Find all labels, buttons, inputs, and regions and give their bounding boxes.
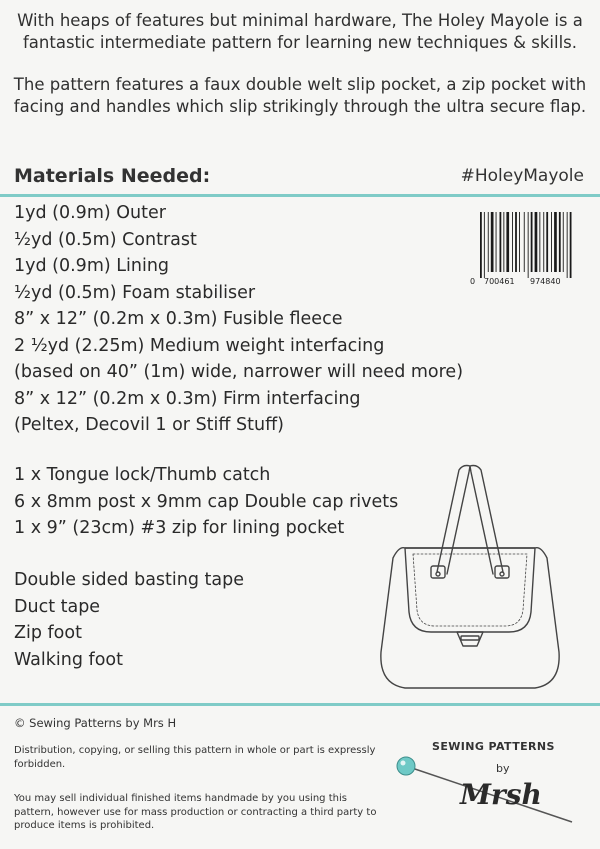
barcode-bar — [484, 212, 485, 278]
barcode-bars — [480, 212, 572, 278]
list-item: ½yd (0.5m) Foam stabiliser — [14, 282, 256, 303]
intro-paragraph-2: The pattern features a faux double welt slip pocket, a zip pocket with facing and handles which slip strikingly through the ultra secure flap. — [13, 75, 587, 116]
list-item: ½yd (0.5m) Contrast — [14, 229, 197, 250]
list-item: 1 x 9” (23cm) #3 zip for lining pocket — [14, 518, 345, 538]
barcode-bar — [546, 212, 548, 272]
list-item: (based on 40” (1m) wide, narrower will need more) — [14, 362, 464, 382]
barcode-bar — [528, 212, 529, 278]
materials-title: Materials Needed: — [14, 165, 211, 187]
barcode-bar — [503, 212, 504, 272]
handle-left — [437, 466, 470, 575]
barcode-bar — [567, 212, 568, 278]
list-item: 1yd (0.9m) Outer — [14, 203, 166, 223]
barcode-bar — [500, 212, 502, 272]
notice-commercial: You may sell individual finished items handmade by you using this pattern, however use for mass production or contracting a third party to produce items is prohibited. — [14, 793, 377, 831]
brand-logo — [392, 738, 587, 838]
divider-top — [0, 194, 600, 197]
tools-list — [14, 567, 244, 673]
list-item: (Peltex, Decovil 1 or Stiff Stuff) — [14, 415, 284, 435]
list-item: 6 x 8mm post x 9mm cap Double cap rivets — [14, 491, 399, 512]
barcode-bar — [535, 212, 538, 272]
logo-title: SEWING PATTERNS — [432, 740, 555, 753]
list-item: 2 ½yd (2.25m) Medium weight interfacing — [14, 335, 385, 356]
barcode-bar — [488, 212, 489, 272]
intro-paragraph-1: With heaps of features but minimal hardware, The Holey Mayole is a fantastic intermediate pattern for learning new techniques & skills. — [17, 11, 583, 52]
hardware-list — [14, 462, 398, 542]
list-item: 1yd (0.9m) Lining — [14, 256, 170, 276]
list-item: 8” x 12” (0.2m x 0.3m) Firm interfacing — [14, 388, 361, 409]
list-item: Walking foot — [14, 649, 123, 670]
barcode-bar — [559, 212, 561, 272]
fabric-list — [14, 200, 463, 439]
list-item: 1 x Tongue lock/Thumb catch — [14, 465, 271, 485]
barcode-bar — [524, 212, 525, 272]
barcode-digits-1: 700461 — [484, 277, 515, 286]
barcode-bar — [563, 212, 564, 272]
hashtag: #HoleyMayole — [460, 166, 584, 186]
barcode-bar — [506, 212, 509, 272]
barcode-bar — [480, 212, 482, 278]
logo-by: by — [496, 762, 510, 775]
copyright: © Sewing Patterns by Mrs H — [14, 716, 177, 730]
barcode — [468, 212, 586, 286]
materials-header — [0, 163, 600, 195]
notice-distribution: Distribution, copying, or selling this pattern in whole or part is expressly forbidden. — [14, 745, 376, 770]
barcode-bar — [543, 212, 544, 272]
barcode-bar — [515, 212, 517, 272]
divider-bottom — [0, 703, 600, 706]
barcode-bar — [519, 212, 520, 272]
barcode-bar — [512, 212, 513, 272]
handle-right — [470, 466, 503, 575]
logo-script: Mrsh — [460, 778, 542, 811]
bag-illustration — [375, 462, 565, 697]
bag-flap — [405, 548, 535, 632]
intro-text — [0, 10, 600, 118]
barcode-bar — [539, 212, 540, 272]
list-item: Duct tape — [14, 596, 101, 617]
barcode-digit-left: 0 — [470, 277, 476, 286]
barcode-bar — [496, 212, 497, 272]
barcode-bar — [551, 212, 552, 272]
barcode-bar — [554, 212, 557, 272]
barcode-bar — [570, 212, 572, 278]
list-item: Double sided basting tape — [14, 570, 244, 590]
barcode-bar — [491, 212, 494, 272]
barcode-bar — [531, 212, 533, 272]
bag-body — [381, 548, 559, 688]
barcode-digits-2: 974840 — [530, 277, 561, 286]
list-item: Zip foot — [14, 623, 82, 643]
list-item: 8” x 12” (0.2m x 0.3m) Fusible fleece — [14, 309, 343, 329]
